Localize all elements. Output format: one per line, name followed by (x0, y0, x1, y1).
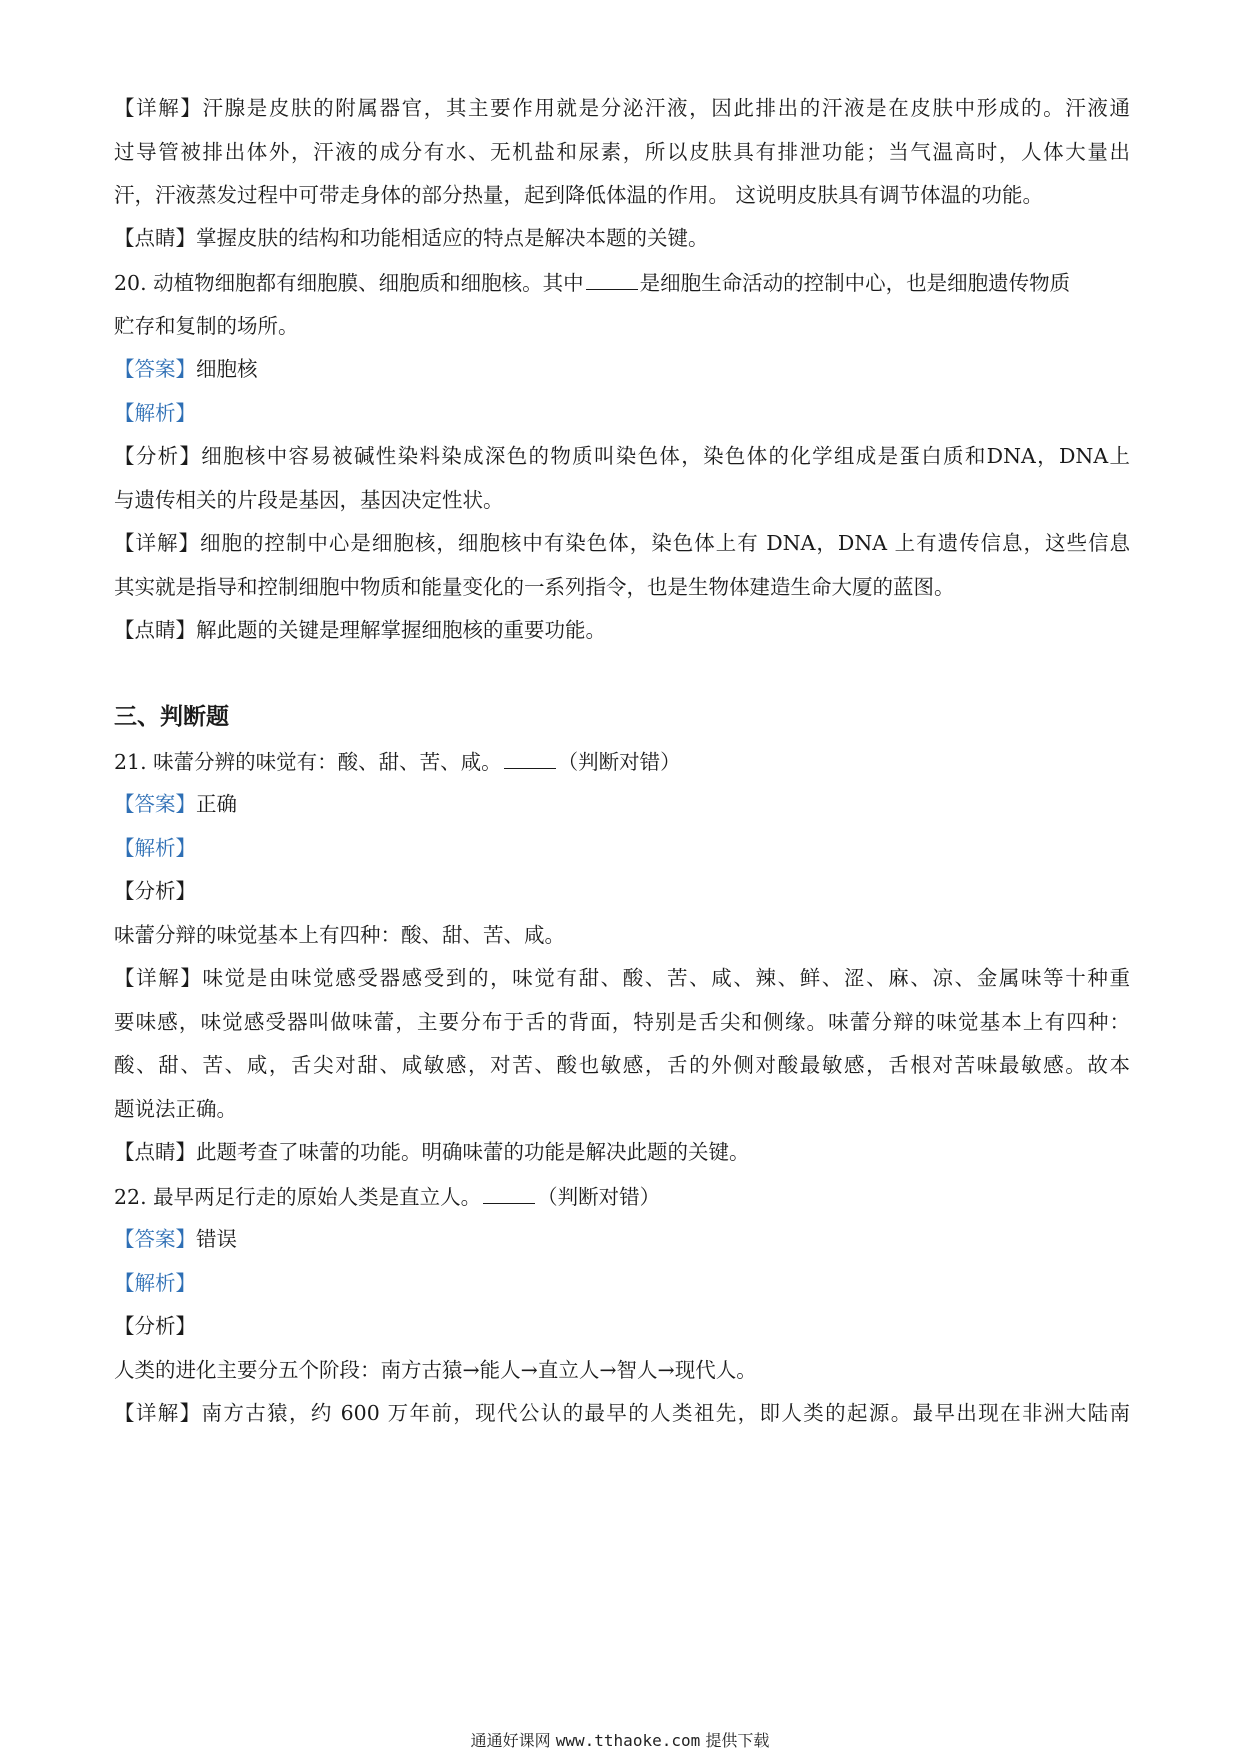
text-line: 【分析】细胞核中容易被碱性染料染成深色的物质叫染色体，染色体的化学组成是蛋白质和DNA，DNA上 (114, 444, 1130, 468)
text-line: 【详解】细胞的控制中心是细胞核，细胞核中有染色体，染色体上有 DNA，DNA 上有遗传信息，这些信息 (114, 531, 1130, 555)
text-line: 其实就是指导和控制细胞中物质和能量变化的一系列指令，也是生物体建造生命大厦的蓝图。 (114, 575, 955, 599)
text-line: 过导管被排出体外，汗液的成分有水、无机盐和尿素，所以皮肤具有排泄功能；当气温高时，人体大量出 (114, 140, 1130, 164)
question-21-stem (114, 746, 1130, 777)
answer-value: 细胞核 (196, 357, 258, 381)
text-line: 要味感，味觉感受器叫做味蕾，主要分布于舌的背面，特别是舌尖和侧缘。味蕾分辩的味觉基本上有四种： (114, 1010, 1130, 1034)
answer-tag: 【答案】 (114, 357, 196, 381)
text-line: 【分析】 (114, 1314, 196, 1338)
answer-tag: 【答案】 (114, 1227, 196, 1251)
answer-blank (483, 1181, 535, 1204)
text-line: 【详解】汗腺是皮肤的附属器官，其主要作用就是分泌汗液，因此排出的汗液是在皮肤中形成的。汗液通 (114, 96, 1130, 120)
footer-site-name: 通通好课网 (470, 1731, 551, 1750)
answer-value: 错误 (196, 1227, 237, 1251)
answer-value: 正确 (196, 792, 237, 816)
answer-tag: 【答案】 (114, 792, 196, 816)
text-line: 【详解】南方古猿，约 600 万年前，现代公认的最早的人类祖先，即人类的起源。最早出现在非洲大陆南 (114, 1401, 1130, 1425)
question-20-stem (114, 267, 1130, 298)
question-22-stem (114, 1181, 1130, 1212)
text-line: 【点睛】此题考查了味蕾的功能。明确味蕾的功能是解决此题的关键。 (114, 1140, 750, 1164)
text-line: 与遗传相关的片段是基因，基因决定性状。 (114, 488, 504, 512)
answer-line (114, 1224, 1130, 1254)
text-line: 酸、甜、苦、咸，舌尖对甜、咸敏感，对苦、酸也敏感，舌的外侧对酸最敏感，舌根对苦味最敏感。故本 (114, 1053, 1130, 1077)
text-line: 【分析】 (114, 879, 196, 903)
answer-blank (586, 267, 638, 290)
answer-line (114, 354, 1130, 384)
text-line: 贮存和复制的场所。 (114, 314, 299, 338)
answer-blank (504, 746, 556, 769)
text-line: 【点睛】掌握皮肤的结构和功能相适应的特点是解决本题的关键。 (114, 226, 709, 250)
text-line: 汗，汗液蒸发过程中可带走身体的部分热量，起到降低体温的作用。 这说明皮肤具有调节体温的功能。 (114, 183, 1044, 207)
question-text: 21. 味蕾分辨的味觉有：酸、甜、苦、咸。 (114, 750, 502, 774)
question-text: （判断对错） (557, 750, 681, 774)
text-line: 人类的进化主要分五个阶段：南方古猿→能人→直立人→智人→现代人。 (114, 1358, 757, 1382)
page-footer (0, 1728, 1240, 1751)
analysis-tag: 【解析】 (114, 1271, 196, 1295)
text-line: 【详解】味觉是由味觉感受器感受到的，味觉有甜、酸、苦、咸、辣、鲜、涩、麻、凉、金属味等十种重 (114, 966, 1130, 990)
analysis-tag: 【解析】 (114, 836, 196, 860)
analysis-tag: 【解析】 (114, 401, 196, 425)
question-text: 22. 最早两足行走的原始人类是直立人。 (114, 1185, 482, 1209)
question-text: （判断对错） (537, 1185, 661, 1209)
text-line: 题说法正确。 (114, 1097, 237, 1121)
answer-line (114, 789, 1130, 819)
section-heading: 三、判断题 (114, 703, 229, 730)
question-text: 20. 动植物细胞都有细胞膜、细胞质和细胞核。其中 (114, 271, 584, 295)
question-text: 是细胞生命活动的控制中心，也是细胞遗传物质 (639, 271, 1071, 295)
footer-url[interactable]: www.tthaoke.com (555, 1731, 701, 1750)
text-line: 味蕾分辩的味觉基本上有四种：酸、甜、苦、咸。 (114, 923, 565, 947)
text-line: 【点睛】解此题的关键是理解掌握细胞核的重要功能。 (114, 618, 606, 642)
footer-suffix: 提供下载 (705, 1731, 770, 1750)
